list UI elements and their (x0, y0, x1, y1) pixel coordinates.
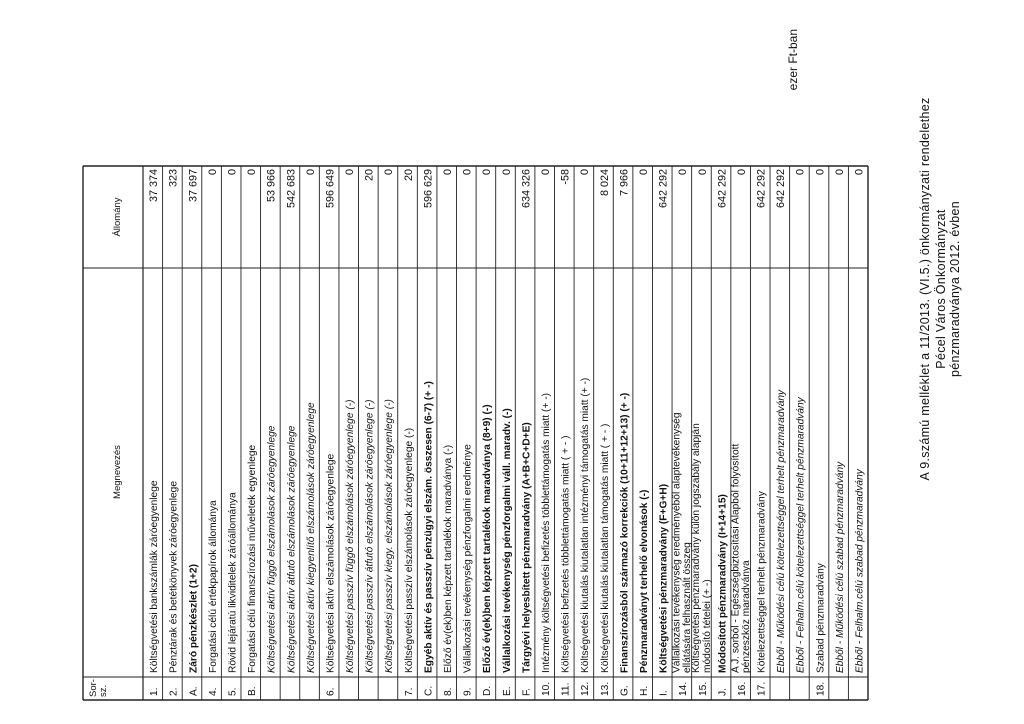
row-label: Költségvetési aktív kiegyenlítő elszámolások záróegyenlege (305, 402, 317, 673)
row-value: 20 (363, 169, 376, 182)
row-value: 0 (637, 169, 650, 176)
row-value: 0 (206, 169, 219, 176)
row-label: Módosított pénzmaradvány (I+14+15) (717, 494, 729, 673)
row-label: Finanszírozásból származó korrekciók (10+11+12+13) (+ -) (619, 392, 631, 673)
row-number: G. (619, 685, 631, 696)
row-label: Ebből - Felhalm.célú szabad pénzmaradvány (854, 469, 866, 673)
row-label: Tárgyévi helyesbített pénzmaradvány (A+B+C+D+E) (521, 422, 533, 673)
row-number: B. (247, 686, 259, 696)
row-value: 0 (579, 169, 592, 176)
row-number: 11. (560, 682, 572, 696)
row-value: 0 (246, 169, 259, 176)
row-value: 0 (481, 169, 494, 176)
row-value: 596 649 (324, 169, 337, 209)
row-number: 15. (697, 681, 709, 696)
row-label: Vállalkozási tevékenység pénzforgalmi váll. maradv. (-) (501, 408, 513, 673)
row-label: Költségvetési befizetés többlettámogatás miatt ( + - ) (560, 435, 572, 673)
row-number: J. (717, 688, 729, 696)
row-value: 8 024 (598, 169, 611, 197)
row-value: 0 (304, 169, 317, 176)
row-label: Költségvetési passzív függő elszámolások záróegyenlege (-) (345, 399, 357, 673)
row-label: Intézmény költségvetési befizetés többlettámogatás miatt (+ -) (541, 392, 552, 673)
row-label: Költségvetési passzív elszámolások záróegyenlege (-) (403, 427, 415, 673)
row-label: Költségvetési kiutalás kiutalatlan támogatás miatt ( + - ) (599, 423, 611, 673)
row-number: 13. (599, 681, 611, 696)
row-label: Forgatási célú értékpapírok állománya (207, 500, 219, 673)
row-label: Ebből - Működési célú szabad pénzmaradvány (834, 461, 846, 673)
row-number: I. (658, 690, 670, 696)
row-label: Előző év(ek)ben képzett tartalékok maradványa (8+9) (-) (482, 404, 494, 673)
row-number: 1. (149, 687, 161, 696)
row-label: Kötelezettséggel terhelt pénzmaradvány (756, 491, 768, 673)
row-number: E. (501, 686, 513, 696)
row-number: A. (188, 686, 200, 696)
row-number: F. (521, 688, 533, 696)
row-label: Költségvetési aktív elszámolások záróegyenlege (325, 453, 337, 673)
row-value: 37 374 (148, 169, 161, 203)
row-number: C. (423, 685, 435, 696)
row-number: 5. (227, 687, 239, 696)
row-label: Pénzmaradványt terhelő elvonások (-) (638, 489, 650, 673)
row-number: D. (482, 685, 494, 696)
column-header-value: Állomány (112, 197, 123, 237)
row-value: -58 (559, 169, 572, 185)
row-label: Költségvetési kiutalás kiutalatlan intézményi támogatás miatt (+ -) (580, 377, 592, 673)
row-label: Vállalkozási tevékenység pénzforgalmi eredménye (462, 444, 474, 673)
row-value: 542 683 (285, 169, 298, 209)
row-number: H. (638, 685, 650, 696)
row-value: 642 292 (716, 169, 729, 209)
annex-reference: A 9.számú melléklet a 11/2013. (VI.5.) önkormányzati rendelethez (918, 97, 932, 481)
row-number: 4. (207, 687, 219, 696)
row-label: Ebből - Működési célú kötelezettséggel terhelt pénzmaradvány (776, 389, 788, 673)
row-value: 0 (794, 169, 807, 176)
row-value: 0 (540, 169, 552, 176)
unit-label: ezer Ft-ban (786, 29, 800, 91)
row-value: 596 629 (422, 169, 435, 209)
row-value: 7 966 (618, 169, 631, 197)
row-number: 14. (678, 681, 690, 696)
row-label: Költségvetési bankszámlák záróegyenlege (149, 480, 161, 673)
row-value: 0 (677, 169, 690, 176)
row-value: 323 (167, 169, 180, 188)
row-label: Előző év(ek)ben képzett tartalékok maradványa (-) (443, 444, 455, 673)
row-label: Költségvetési aktív átfutó elszámolások záróegyenlege (286, 425, 298, 673)
row-label: Költségvetési passzív átfutó elszámolások záróegyenlege (-) (364, 399, 376, 673)
row-number: 6. (325, 687, 337, 696)
row-number: 17. (756, 681, 768, 696)
row-number: 7. (403, 687, 415, 696)
row-value: 0 (461, 169, 474, 176)
row-value: 37 697 (187, 169, 200, 203)
row-number: 10. (541, 681, 552, 696)
row-value: 0 (442, 169, 455, 176)
row-value: 0 (344, 169, 357, 176)
row-number: 9. (462, 687, 474, 696)
row-label: Vállalkozási tevékenység eredményéből alaptevékenységellátására felhasznált összeg (671, 412, 694, 673)
column-header-number: Sor-sz. (88, 679, 109, 697)
row-value: 634 326 (520, 169, 533, 209)
row-label: Záró pénzkészlet (1+2) (188, 564, 200, 673)
row-label: Szabad pénzmaradvány (815, 563, 827, 673)
row-number: 16. (736, 681, 748, 696)
row-number: 8. (443, 687, 455, 696)
row-value: 642 292 (775, 169, 788, 209)
row-label: Költségvetési passzív kiegy. elszámolások záróegyenlege (-) (384, 399, 396, 673)
row-value: 0 (226, 169, 239, 176)
row-label: Költségvetési pénzmaradvány (F+G+H) (658, 483, 670, 673)
row-label: Költségvetési pénzmaradvány külön jogszabály alapjánmódosító tételei (+ -) (691, 423, 713, 673)
row-value: 0 (833, 169, 846, 176)
row-number: 12. (580, 681, 592, 696)
row-value: 0 (696, 169, 709, 176)
row-label: Ebből - Felhalm.célú kötelezettséggel terhelt pénzmaradvány (795, 397, 807, 673)
row-label: Pénztárak és betétkönyvek záróegyenlege (168, 481, 180, 673)
row-value: 0 (500, 169, 513, 176)
row-value: 0 (853, 169, 866, 176)
row-number: 18. (815, 681, 827, 696)
document-subtitle: pénzmaradványa 2012. évben (948, 201, 962, 377)
column-header-name: Megnevezés (112, 445, 123, 499)
document-title: Pécel Város Önkormányzat (934, 209, 948, 369)
row-label: Egyéb aktív és passzív pénzügyi elszám. összesen (6-7) (+ -) (423, 381, 435, 673)
row-number: 2. (168, 687, 180, 696)
row-value: 0 (383, 169, 396, 176)
row-value: 0 (735, 169, 748, 176)
row-value: 0 (814, 169, 827, 176)
row-value: 20 (402, 169, 415, 182)
row-value: 642 292 (657, 169, 670, 209)
row-value: 642 292 (755, 169, 768, 209)
row-label: Forgatási célú finanszírozási műveletek egyenlege (247, 444, 259, 673)
row-value: 53 966 (265, 169, 278, 203)
row-label: A J. sorból - Egészségbiztosítási Alapból folyósítottpénzeszköz maradványa (730, 443, 752, 673)
row-label: Költségvetési aktív függő elszámolások záróegyenlege (266, 425, 278, 673)
row-label: Rövid lejáratú likviditelek záróállománya (227, 492, 239, 673)
